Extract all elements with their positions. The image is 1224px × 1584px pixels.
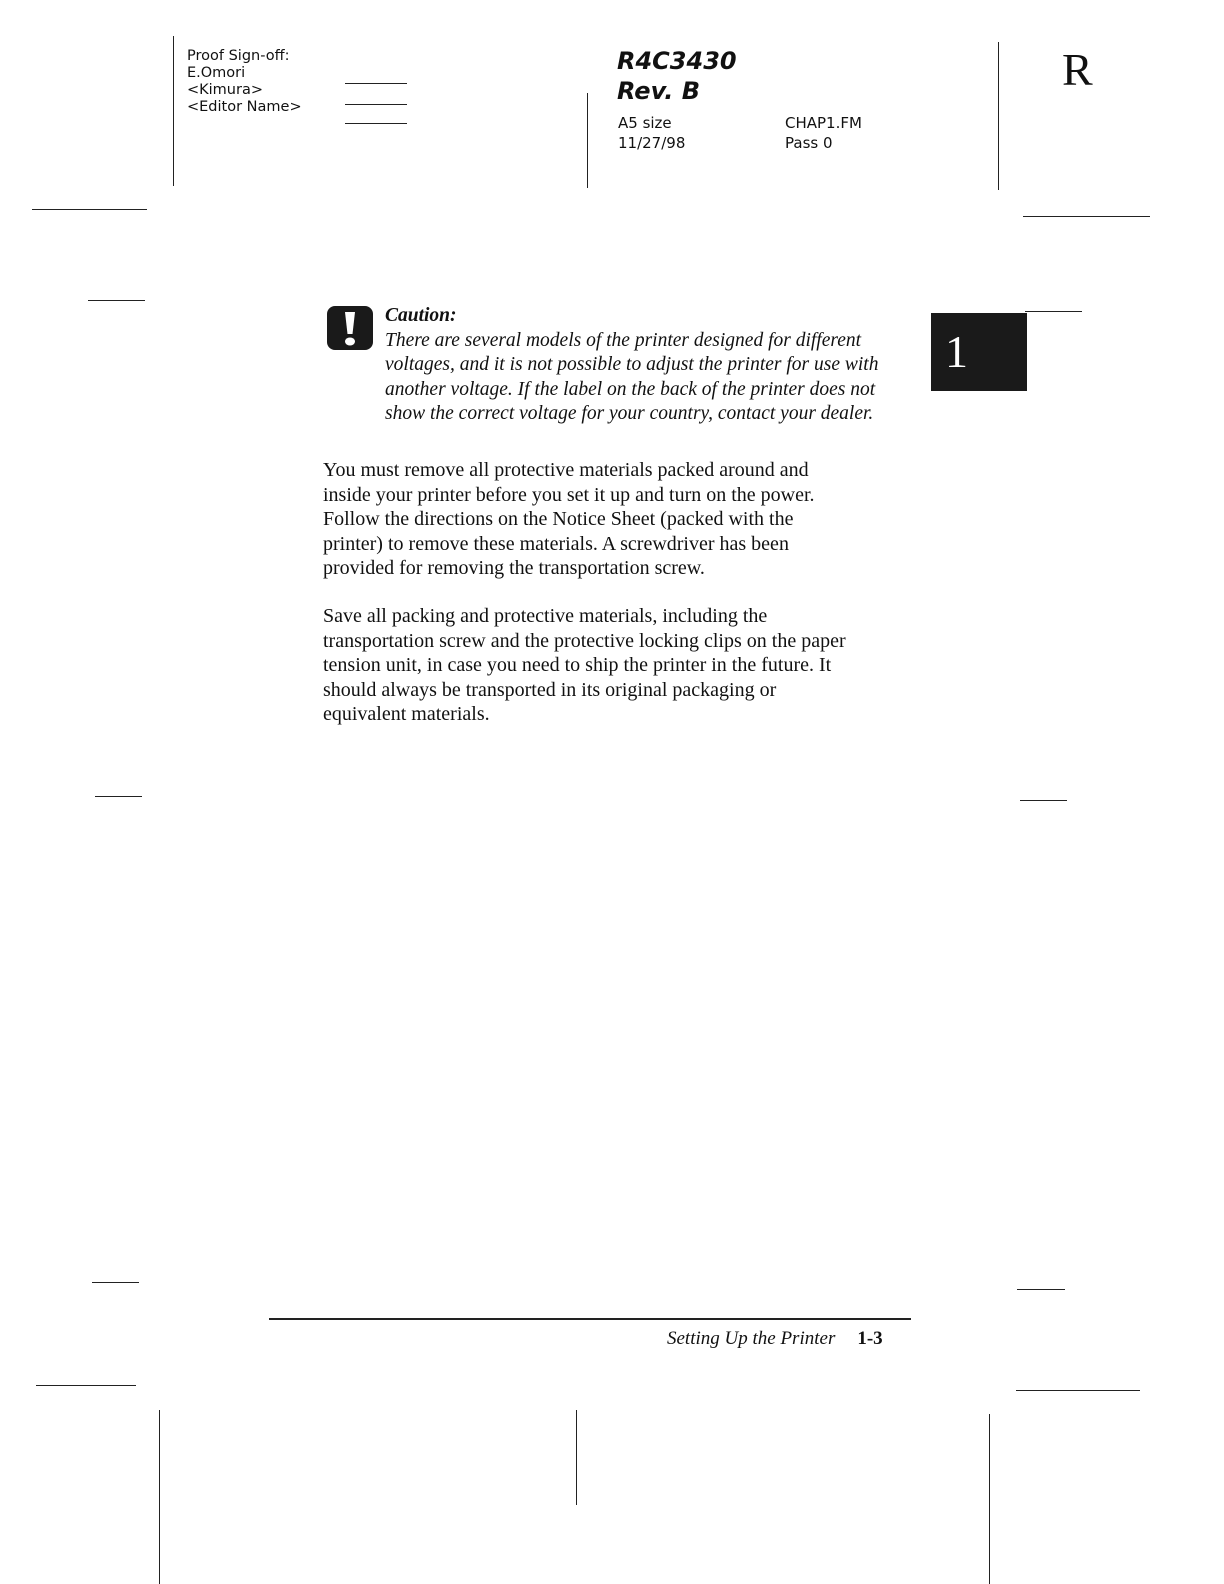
crop-mark-vertical (998, 42, 999, 190)
signoff-name: E.Omori (187, 65, 246, 81)
crop-mark-vertical (159, 1410, 160, 1584)
signature-line (345, 123, 407, 124)
caution-line: voltages, and it is not possible to adjust the printer for use with (385, 354, 879, 375)
document-code: R4C3430 (617, 47, 737, 75)
page-number: 1-3 (857, 1328, 883, 1349)
caution-line: show the correct voltage for your country, contact your dealer. (385, 403, 874, 424)
crop-mark-vertical (587, 93, 588, 188)
footer-section-title: Setting Up the Printer (667, 1328, 836, 1349)
signature-line (345, 104, 407, 105)
document-id-block (617, 46, 737, 106)
body-paragraph (323, 604, 923, 727)
paragraph-line: You must remove all protective materials packed around and (323, 459, 809, 481)
page-footer (667, 1328, 883, 1350)
paragraph-line: equivalent materials. (323, 703, 490, 726)
crop-mark-vertical (173, 36, 174, 186)
paragraph-line: inside your printer before you set it up and turn on the power. (323, 483, 815, 506)
signoff-name: <Editor Name> (187, 99, 302, 115)
paragraph-line: should always be transported in its original packaging or (323, 678, 777, 701)
corner-mark: R (1062, 44, 1093, 95)
crop-mark-horizontal (95, 796, 142, 797)
crop-mark-horizontal (1020, 800, 1067, 801)
proof-date: 11/27/98 (618, 134, 686, 152)
pass-number: Pass 0 (785, 134, 833, 152)
crop-mark-horizontal (92, 1282, 139, 1283)
paragraph-line: transportation screw and the protective locking clips on the paper (323, 629, 846, 652)
exclamation-icon (326, 305, 374, 351)
paragraph-line: Follow the directions on the Notice Sheet (packed with the (323, 508, 794, 531)
body-paragraph (323, 458, 923, 581)
crop-mark-horizontal (1023, 216, 1150, 217)
crop-mark-horizontal (1025, 311, 1082, 312)
proof-signoff-block (187, 48, 302, 116)
crop-mark-horizontal (32, 209, 147, 210)
caution-note (385, 304, 925, 427)
crop-mark-horizontal (88, 300, 145, 301)
caution-title: Caution: (385, 305, 457, 326)
paragraph-line: provided for removing the transportation screw. (323, 557, 705, 580)
signoff-label: Proof Sign-off: (187, 48, 290, 64)
page-size: A5 size (618, 114, 672, 132)
crop-mark-horizontal (1017, 1289, 1065, 1290)
signature-line (345, 83, 407, 84)
paragraph-line: Save all packing and protective materials, including the (323, 605, 768, 627)
caution-line: another voltage. If the label on the back of the printer does not (385, 378, 876, 400)
footer-rule (269, 1318, 911, 1320)
crop-mark-vertical (989, 1414, 990, 1584)
paragraph-line: printer) to remove these materials. A screwdriver has been (323, 532, 789, 555)
caution-line: There are several models of the printer designed for different (385, 329, 862, 351)
chapter-number: 1 (945, 326, 968, 377)
chapter-tab (931, 313, 1027, 391)
document-revision: Rev. B (617, 77, 701, 105)
paragraph-line: tension unit, in case you need to ship the printer in the future. It (323, 654, 832, 677)
file-name: CHAP1.FM (785, 114, 862, 132)
crop-mark-horizontal (36, 1385, 136, 1386)
crop-mark-vertical (576, 1410, 577, 1505)
crop-mark-horizontal (1016, 1390, 1140, 1391)
signoff-name: <Kimura> (187, 82, 263, 98)
